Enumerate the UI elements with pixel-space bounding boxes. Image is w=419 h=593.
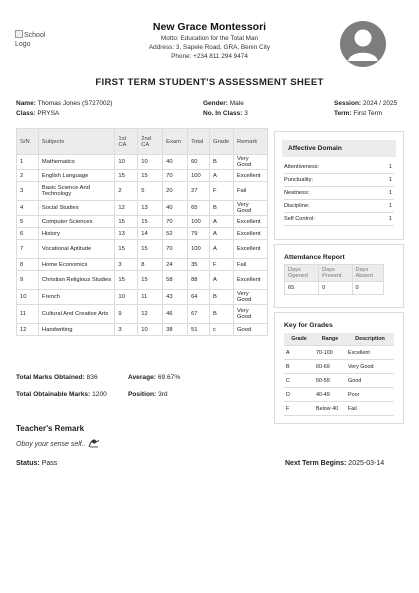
header-subjects: Subjects xyxy=(38,129,114,155)
table-row xyxy=(17,182,268,201)
cell-remark: Good xyxy=(234,324,268,336)
table-row xyxy=(17,290,268,305)
cell-exam: 58 xyxy=(163,271,188,290)
cell-second-ca: 15 xyxy=(138,240,163,259)
students-in-class: No. In Class: 3 xyxy=(203,110,248,117)
affective-domain-panel xyxy=(274,131,404,240)
cell-first-ca: 9 xyxy=(115,305,138,324)
header-key-description: Description xyxy=(346,333,394,346)
cell-remark: Excellent xyxy=(234,271,268,290)
teacher-remark xyxy=(16,438,100,448)
cell-total: 65 xyxy=(188,201,210,216)
grade-key-row xyxy=(284,360,394,374)
cell-subject: History xyxy=(38,228,114,240)
cell-exam: 52 xyxy=(163,228,188,240)
header-key-range: Range xyxy=(314,333,346,346)
affective-value: 1 xyxy=(372,187,394,200)
table-row xyxy=(17,228,268,240)
average: Average: 69.67% xyxy=(128,374,181,381)
affective-row xyxy=(284,213,394,226)
key-grade: D xyxy=(284,388,314,402)
cell-second-ca: 13 xyxy=(138,201,163,216)
cell-first-ca: 3 xyxy=(115,259,138,271)
cell-subject: Cultural And Creative Arts xyxy=(38,305,114,324)
cell-exam: 70 xyxy=(163,240,188,259)
key-range: Below 40 xyxy=(314,402,346,416)
key-grade: B xyxy=(284,360,314,374)
cell-grade: A xyxy=(210,216,234,228)
cell-subject: Vocational Aptitude xyxy=(38,240,114,259)
cell-first-ca: 3 xyxy=(115,324,138,336)
cell-grade: F xyxy=(210,182,234,201)
header-second-ca: 2nd CA xyxy=(138,129,163,155)
next-term-begins: Next Term Begins: 2025-03-14 xyxy=(285,460,385,467)
affective-row xyxy=(284,187,394,200)
student-name: Name: Thomas Jones (S727002) xyxy=(16,100,113,107)
cell-total: 35 xyxy=(188,259,210,271)
cell-first-ca: 15 xyxy=(115,216,138,228)
affective-domain-title: Affective Domain xyxy=(282,140,396,157)
cell-sn: 4 xyxy=(17,201,39,216)
cell-grade: B xyxy=(210,290,234,305)
grades-table-body xyxy=(17,155,268,336)
cell-grade: B xyxy=(210,201,234,216)
header-key-grade: Grade xyxy=(284,333,314,346)
header-exam: Exam xyxy=(163,129,188,155)
attendance-panel xyxy=(274,244,404,308)
cell-remark: Fail xyxy=(234,182,268,201)
cell-sn: 8 xyxy=(17,259,39,271)
cell-first-ca: 13 xyxy=(115,228,138,240)
table-row xyxy=(17,240,268,259)
teacher-remark-title: Teacher's Remark xyxy=(16,424,85,433)
affective-label: Attentiveness: xyxy=(284,161,372,174)
cell-sn: 9 xyxy=(17,271,39,290)
school-logo-alt: School Logo xyxy=(15,32,46,48)
school-logo xyxy=(15,30,55,49)
affective-value: 1 xyxy=(372,174,394,187)
affective-value: 1 xyxy=(372,161,394,174)
signature-icon xyxy=(88,438,100,448)
affective-row xyxy=(284,161,394,174)
position: Position: 3rd xyxy=(128,391,168,398)
school-address: Address: 3, Sapele Road, GRA, Benin City xyxy=(148,44,271,51)
cell-total: 88 xyxy=(188,271,210,290)
cell-remark: Very Good xyxy=(234,290,268,305)
session: Session: 2024 / 2025 xyxy=(334,100,398,107)
header-first-ca: 1st CA xyxy=(115,129,138,155)
header-remark: Remark xyxy=(234,129,268,155)
grade-key-title: Key for Grades xyxy=(284,322,333,329)
key-grade: A xyxy=(284,346,314,360)
cell-second-ca: 5 xyxy=(138,182,163,201)
table-row xyxy=(17,259,268,271)
cell-subject: Computer Sciences xyxy=(38,216,114,228)
cell-subject: Basic Science And Technology xyxy=(38,182,114,201)
grades-table xyxy=(16,128,268,336)
header-grade: Grade xyxy=(210,129,234,155)
header-total: Total xyxy=(188,129,210,155)
cell-total: 60 xyxy=(188,155,210,170)
cell-second-ca: 15 xyxy=(138,170,163,182)
attendance-table xyxy=(284,264,384,295)
cell-subject: Home Economics xyxy=(38,259,114,271)
cell-subject: Handwriting xyxy=(38,324,114,336)
cell-subject: Christian Religious Studies xyxy=(38,271,114,290)
student-gender: Gender: Male xyxy=(203,100,244,107)
student-class: Class: PRYSA xyxy=(16,110,60,117)
cell-remark: Fail xyxy=(234,259,268,271)
table-row xyxy=(17,201,268,216)
cell-total: 51 xyxy=(188,324,210,336)
cell-first-ca: 15 xyxy=(115,271,138,290)
key-range: 70-100 xyxy=(314,346,346,360)
cell-sn: 11 xyxy=(17,305,39,324)
cell-subject: French xyxy=(38,290,114,305)
key-grade: C xyxy=(284,374,314,388)
school-phone: Phone: +234 811 294 9474 xyxy=(171,53,248,60)
cell-grade: c xyxy=(210,324,234,336)
sheet-title: FIRST TERM STUDENT'S ASSESSMENT SHEET xyxy=(95,77,324,88)
cell-sn: 1 xyxy=(17,155,39,170)
term: Term: First Term xyxy=(334,110,383,117)
teacher-remark-text: Oboy your sense self.. xyxy=(16,441,86,448)
cell-total: 100 xyxy=(188,240,210,259)
cell-exam: 70 xyxy=(163,216,188,228)
cell-remark: Excellent xyxy=(234,228,268,240)
key-description: Good xyxy=(346,374,394,388)
total-marks-obtained: Total Marks Obtained: 836 xyxy=(16,374,98,381)
grade-key-table xyxy=(284,333,394,416)
cell-second-ca: 14 xyxy=(138,228,163,240)
key-range: 40-49 xyxy=(314,388,346,402)
cell-total: 100 xyxy=(188,216,210,228)
cell-sn: 6 xyxy=(17,228,39,240)
days-absent-value: 0 xyxy=(352,282,383,295)
cell-total: 100 xyxy=(188,170,210,182)
broken-image-icon xyxy=(15,30,23,38)
header-days-absent: Days Absent xyxy=(352,265,383,282)
cell-exam: 70 xyxy=(163,170,188,182)
cell-first-ca: 12 xyxy=(115,201,138,216)
cell-first-ca: 15 xyxy=(115,170,138,182)
affective-row xyxy=(284,174,394,187)
affective-row xyxy=(284,200,394,213)
cell-total: 67 xyxy=(188,305,210,324)
cell-first-ca: 2 xyxy=(115,182,138,201)
header-sn: S/N xyxy=(17,129,39,155)
cell-second-ca: 15 xyxy=(138,216,163,228)
total-obtainable-marks: Total Obtainable Marks: 1200 xyxy=(16,391,107,398)
cell-first-ca: 10 xyxy=(115,155,138,170)
grade-key-row xyxy=(284,402,394,416)
table-row xyxy=(17,170,268,182)
cell-total: 64 xyxy=(188,290,210,305)
days-present-value: 0 xyxy=(319,282,352,295)
cell-grade: A xyxy=(210,170,234,182)
cell-sn: 10 xyxy=(17,290,39,305)
header-days-present: Days Present xyxy=(319,265,352,282)
cell-exam: 40 xyxy=(163,201,188,216)
affective-value: 1 xyxy=(372,200,394,213)
cell-second-ca: 12 xyxy=(138,305,163,324)
cell-remark: Very Good xyxy=(234,155,268,170)
cell-second-ca: 10 xyxy=(138,155,163,170)
key-range: 60-69 xyxy=(314,360,346,374)
key-grade: F xyxy=(284,402,314,416)
cell-remark: Very Good xyxy=(234,305,268,324)
school-header xyxy=(100,21,319,60)
cell-grade: F xyxy=(210,259,234,271)
table-row xyxy=(17,324,268,336)
cell-grade: B xyxy=(210,155,234,170)
key-description: Fail xyxy=(346,402,394,416)
cell-first-ca: 15 xyxy=(115,240,138,259)
cell-sn: 2 xyxy=(17,170,39,182)
affective-value: 1 xyxy=(372,213,394,226)
cell-second-ca: 11 xyxy=(138,290,163,305)
table-row xyxy=(17,155,268,170)
cell-grade: A xyxy=(210,271,234,290)
cell-grade: B xyxy=(210,305,234,324)
cell-sn: 7 xyxy=(17,240,39,259)
cell-exam: 46 xyxy=(163,305,188,324)
table-row xyxy=(17,216,268,228)
cell-second-ca: 8 xyxy=(138,259,163,271)
header-days-opened: Days Opened xyxy=(285,265,319,282)
grades-table-header xyxy=(17,129,268,155)
user-icon xyxy=(340,21,386,67)
grade-key-row xyxy=(284,388,394,402)
status: Status: Pass xyxy=(16,460,58,467)
cell-exam: 43 xyxy=(163,290,188,305)
cell-remark: Very Good xyxy=(234,201,268,216)
cell-exam: 38 xyxy=(163,324,188,336)
affective-label: Neatness: xyxy=(284,187,372,200)
table-row xyxy=(17,271,268,290)
cell-second-ca: 15 xyxy=(138,271,163,290)
school-motto: Motto: Education for the Total Man xyxy=(160,35,259,42)
cell-subject: Mathematics xyxy=(38,155,114,170)
key-description: Poor xyxy=(346,388,394,402)
cell-exam: 24 xyxy=(163,259,188,271)
cell-exam: 20 xyxy=(163,182,188,201)
cell-grade: A xyxy=(210,240,234,259)
cell-remark: Excellent xyxy=(234,240,268,259)
cell-remark: Excellent xyxy=(234,216,268,228)
cell-total: 79 xyxy=(188,228,210,240)
cell-sn: 5 xyxy=(17,216,39,228)
affective-label: Discipline: xyxy=(284,200,372,213)
cell-first-ca: 10 xyxy=(115,290,138,305)
grade-key-row xyxy=(284,374,394,388)
cell-sn: 12 xyxy=(17,324,39,336)
cell-second-ca: 10 xyxy=(138,324,163,336)
cell-subject: English Language xyxy=(38,170,114,182)
cell-exam: 40 xyxy=(163,155,188,170)
cell-sn: 3 xyxy=(17,182,39,201)
affective-label: Self Control: xyxy=(284,213,372,226)
cell-grade: A xyxy=(210,228,234,240)
attendance-title: Attendance Report xyxy=(284,254,345,261)
affective-label: Punctuality: xyxy=(284,174,372,187)
affective-domain-table xyxy=(284,161,394,226)
cell-remark: Excellent xyxy=(234,170,268,182)
cell-subject: Social Studies xyxy=(38,201,114,216)
school-name: New Grace Montessori xyxy=(152,21,267,33)
key-description: Excellent xyxy=(346,346,394,360)
grade-key-panel xyxy=(274,312,404,424)
days-opened-value: 65 xyxy=(285,282,319,295)
key-description: Very Good xyxy=(346,360,394,374)
key-range: 50-59 xyxy=(314,374,346,388)
student-avatar xyxy=(340,21,386,67)
table-row xyxy=(17,305,268,324)
cell-total: 27 xyxy=(188,182,210,201)
grade-key-row xyxy=(284,346,394,360)
